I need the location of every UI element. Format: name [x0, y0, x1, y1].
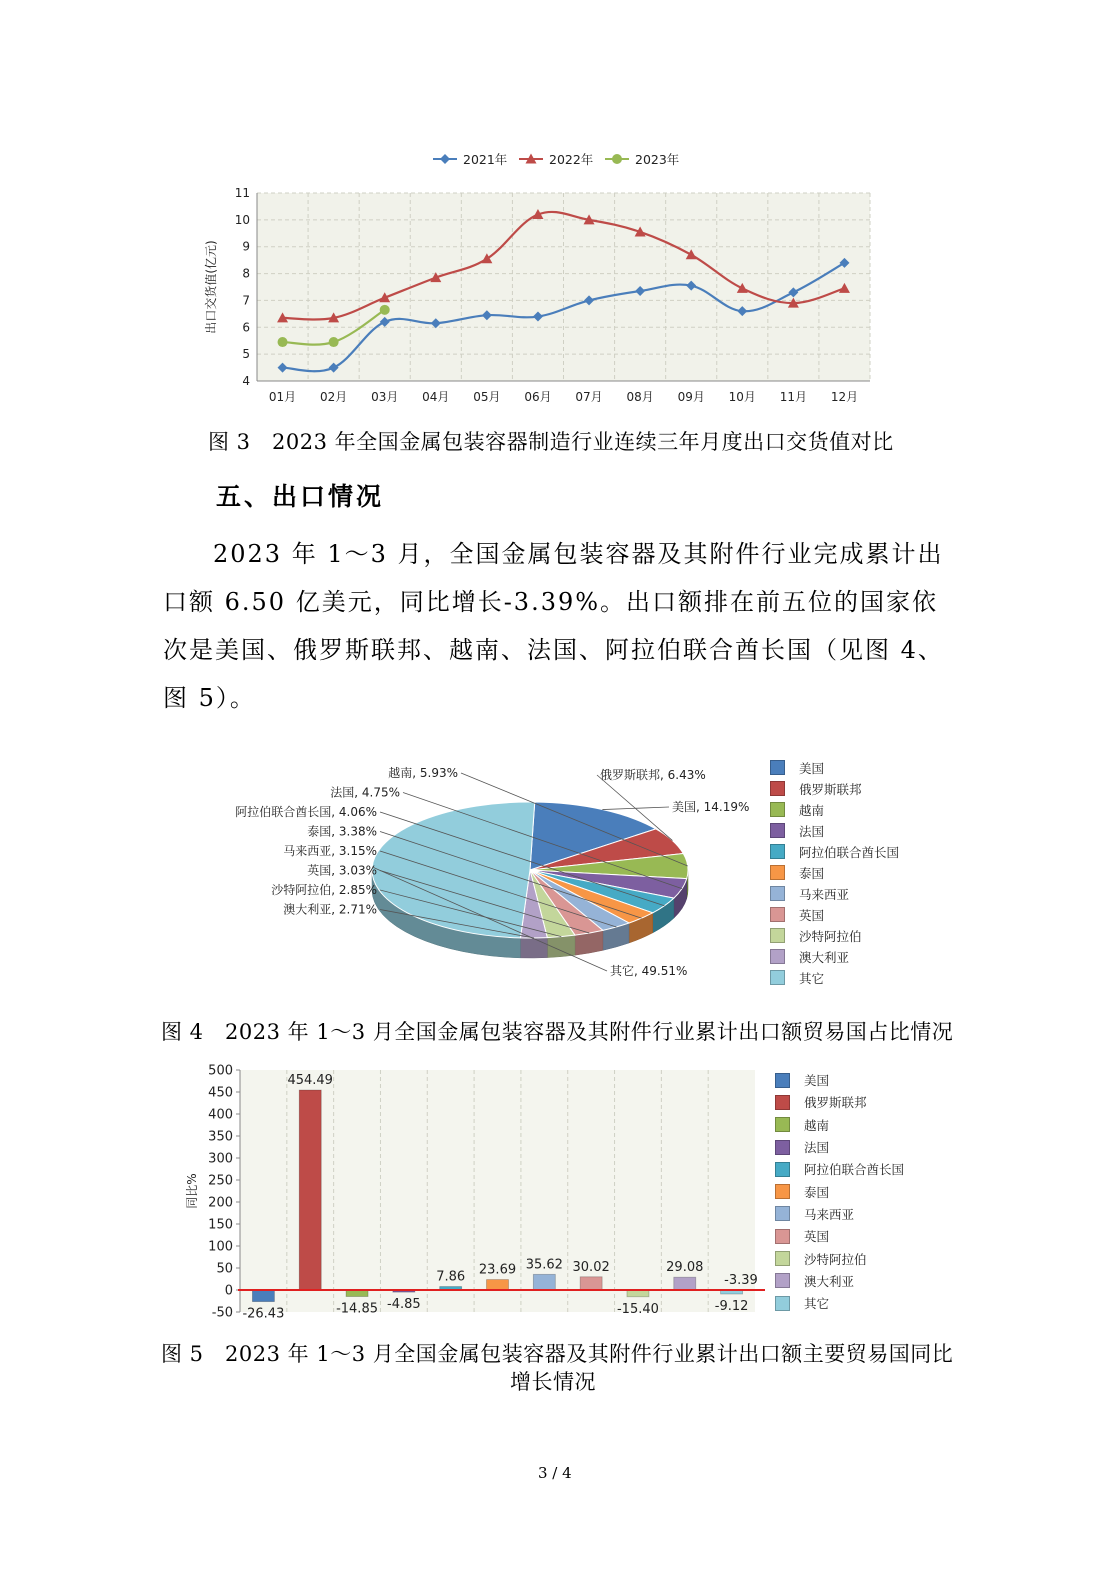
fig3-y-tick-label: 9: [242, 239, 250, 254]
fig5-bar-value-label: 7.86: [436, 1269, 466, 1285]
fig4-legend-swatch: [770, 844, 785, 859]
fig5-y-axis-label: 同比%: [185, 1173, 199, 1209]
fig4-legend-item: [770, 883, 899, 904]
fig5-legend-label: 越南: [804, 1117, 830, 1133]
fig4-slice-label: 其它, 49.51%: [610, 964, 688, 978]
fig3-legend-marker: [612, 154, 622, 164]
fig3-y-tick-label: 6: [242, 320, 250, 335]
fig4-legend-swatch: [770, 907, 785, 922]
fig5-bar-chart: [180, 1058, 770, 1328]
fig4-legend-item: [770, 757, 899, 778]
fig4-slice-label: 美国, 14.19%: [672, 800, 750, 814]
fig5-legend-swatch: [775, 1251, 790, 1266]
fig4-legend-item: [770, 946, 899, 967]
fig5-legend-label: 澳大利亚: [804, 1273, 855, 1289]
fig5-bar-value-label: -26.43: [242, 1306, 285, 1322]
fig5-legend-label: 俄罗斯联邦: [804, 1095, 867, 1111]
fig5-y-tick-label: 450: [208, 1085, 233, 1101]
fig4-legend-label: 沙特阿拉伯: [799, 928, 862, 944]
fig5-legend-item: [775, 1158, 904, 1180]
fig5-bar-value-label: -14.85: [336, 1301, 379, 1317]
fig3-data-point: [329, 337, 339, 347]
fig5-legend-item: [775, 1114, 904, 1136]
fig5-legend-item: [775, 1270, 904, 1292]
fig4-legend-item: [770, 778, 899, 799]
fig5-bar: [580, 1277, 602, 1290]
fig4-legend-swatch: [770, 802, 785, 817]
fig5-legend-item: [775, 1180, 904, 1202]
fig5-legend-item: [775, 1225, 904, 1247]
fig5-bar-value-label: 23.69: [478, 1262, 517, 1278]
fig3-x-tick-label: 12月: [830, 390, 859, 404]
fig5-y-tick-label: 200: [208, 1195, 233, 1211]
paragraph-line-2: 口额 6.50 亿美元，同比增长-3.39%。出口额排在前五位的国家依: [163, 588, 939, 616]
fig3-x-tick-label: 08月: [626, 390, 654, 404]
fig4-legend-label: 马来西亚: [799, 886, 850, 902]
fig5-legend-swatch: [775, 1073, 790, 1088]
fig5-bar: [252, 1290, 274, 1302]
fig5-legend-swatch: [775, 1296, 790, 1311]
fig3-caption: 图 3 2023 年全国金属包装容器制造行业连续三年月度出口交货值对比: [208, 430, 894, 454]
fig3-y-tick-label: 7: [242, 293, 250, 308]
fig3-data-point: [278, 337, 288, 347]
fig4-legend-swatch: [770, 886, 785, 901]
fig3-x-tick-label: 02月: [319, 390, 348, 404]
fig5-extra-value-label: -3.39: [724, 1273, 758, 1288]
fig5-y-tick-label: 500: [208, 1063, 233, 1079]
fig3-x-tick-label: 10月: [728, 390, 756, 404]
fig5-legend-item: [775, 1292, 904, 1314]
fig3-x-tick-label: 06月: [524, 390, 552, 404]
fig3-legend-item: [519, 152, 593, 167]
fig4-legend-item: [770, 862, 899, 883]
fig4-legend-item: [770, 841, 899, 862]
fig5-legend-swatch: [775, 1162, 790, 1177]
fig4-legend-label: 其它: [799, 970, 825, 986]
fig4-slice-label: 英国, 3.03%: [307, 863, 377, 878]
fig3-legend: [433, 152, 679, 167]
fig4-slice-side: [520, 938, 547, 958]
fig5-caption-line-2: 增长情况: [510, 1370, 596, 1394]
fig5-y-tick-label: 250: [208, 1173, 233, 1189]
fig5-y-tick-label: 350: [208, 1129, 233, 1145]
fig5-legend-swatch: [775, 1140, 790, 1155]
fig3-y-tick-label: 10: [234, 212, 250, 227]
fig5-legend-item: [775, 1136, 904, 1158]
fig3-y-tick-label: 4: [242, 374, 250, 388]
fig3-legend-marker: [440, 154, 450, 164]
fig3-x-tick-label: 01月: [268, 390, 297, 404]
paragraph-line-3: 次是美国、俄罗斯联邦、越南、法国、阿拉伯联合酋长国（见图 4、: [163, 636, 944, 664]
fig5-legend-label: 马来西亚: [804, 1206, 855, 1222]
fig5-legend: [775, 1069, 904, 1314]
fig5-bar: [299, 1090, 321, 1290]
fig5-y-tick-label: 400: [208, 1107, 233, 1123]
fig5-legend-label: 沙特阿拉伯: [804, 1251, 867, 1267]
paragraph-line-1: 2023 年 1～3 月，全国金属包装容器及其附件行业完成累计出: [213, 540, 944, 568]
fig5-bar-value-label: -9.12: [714, 1299, 749, 1315]
fig5-bar: [487, 1280, 509, 1290]
fig3-x-tick-label: 11月: [779, 390, 808, 404]
fig3-legend-item: [433, 152, 507, 167]
fig4-slice-label: 法国, 4.75%: [330, 785, 400, 800]
fig4-slice-label: 越南, 5.93%: [388, 766, 458, 780]
fig4-legend-swatch: [770, 760, 785, 775]
fig4-slice-label: 泰国, 3.38%: [307, 824, 377, 839]
fig4-legend: [770, 757, 899, 988]
fig5-legend-swatch: [775, 1095, 790, 1110]
fig5-legend-label: 泰国: [804, 1184, 830, 1200]
fig5-legend-item: [775, 1203, 904, 1225]
fig4-legend-swatch: [770, 781, 785, 796]
fig3-y-tick-label: 11: [234, 186, 250, 200]
fig3-y-tick-label: 5: [242, 347, 250, 362]
fig3-x-tick-label: 07月: [575, 390, 603, 404]
fig4-legend-item: [770, 904, 899, 925]
page-number: 3 / 4: [538, 1464, 572, 1482]
fig4-slice-label: 俄罗斯联邦, 6.43%: [600, 768, 706, 782]
fig4-legend-swatch: [770, 949, 785, 964]
fig3-x-tick-label: 04月: [422, 390, 450, 404]
fig5-y-tick-label: 100: [208, 1239, 233, 1255]
paragraph-line-4: 图 5）。: [163, 684, 256, 712]
fig5-legend-label: 阿拉伯联合酋长国: [804, 1162, 905, 1178]
fig5-legend-swatch: [775, 1184, 790, 1199]
fig5-y-tick-label: 50: [216, 1261, 233, 1277]
fig4-slice-label: 阿拉伯联合酋长国, 4.06%: [235, 805, 377, 819]
fig3-line-chart: [190, 140, 890, 420]
fig5-bar: [674, 1277, 696, 1290]
fig5-caption-line-1: 图 5 2023 年 1～3 月全国金属包装容器及其附件行业累计出口额主要贸易国同比: [161, 1342, 954, 1366]
fig5-legend-item: [775, 1091, 904, 1113]
fig4-legend-label: 美国: [799, 760, 825, 776]
fig4-legend-item: [770, 967, 899, 988]
fig5-y-tick-label: 0: [224, 1283, 233, 1299]
fig4-legend-item: [770, 799, 899, 820]
fig4-slice-label: 澳大利亚, 2.71%: [283, 902, 377, 917]
fig5-legend-swatch: [775, 1229, 790, 1244]
fig5-legend-label: 英国: [804, 1229, 830, 1245]
fig4-legend-swatch: [770, 928, 785, 943]
fig5-bar: [627, 1290, 649, 1297]
fig5-legend-item: [775, 1247, 904, 1269]
fig3-x-tick-label: 09月: [677, 390, 705, 404]
fig4-pie-chart: [220, 755, 760, 990]
fig5-legend-label: 法国: [804, 1140, 830, 1156]
fig3-legend-item: [605, 152, 679, 167]
fig3-x-tick-label: 03月: [371, 390, 399, 404]
fig4-legend-label: 阿拉伯联合酋长国: [799, 844, 900, 860]
fig5-legend-swatch: [775, 1117, 790, 1132]
fig4-legend-label: 越南: [799, 802, 825, 818]
fig4-legend-item: [770, 820, 899, 841]
fig4-legend-label: 法国: [799, 823, 825, 839]
fig5-bar-value-label: 29.08: [666, 1260, 704, 1276]
fig5-bar: [533, 1274, 555, 1290]
fig5-legend-item: [775, 1069, 904, 1091]
fig5-legend-swatch: [775, 1206, 790, 1221]
fig4-caption: 图 4 2023 年 1～3 月全国金属包装容器及其附件行业累计出口额贸易国占比情况: [161, 1020, 954, 1044]
fig4-slice-label: 沙特阿拉伯, 2.85%: [271, 883, 377, 897]
fig5-bar-value-label: 454.49: [287, 1073, 333, 1089]
fig3-legend-label: 2023年: [635, 152, 680, 167]
fig3-legend-label: 2022年: [549, 152, 594, 167]
fig3-y-axis-label: 出口交货值(亿元): [204, 240, 218, 334]
fig5-y-tick-label: -50: [211, 1305, 233, 1321]
fig5-bar-value-label: -4.85: [387, 1297, 421, 1313]
fig5-y-tick-label: 300: [208, 1151, 233, 1167]
fig4-legend-label: 澳大利亚: [799, 949, 850, 965]
section-heading: 五、出口情况: [216, 482, 385, 511]
fig4-legend-swatch: [770, 970, 785, 985]
fig4-legend-swatch: [770, 865, 785, 880]
fig3-y-tick-label: 8: [242, 266, 250, 281]
fig4-legend-label: 英国: [799, 907, 825, 923]
fig3-x-tick-label: 05月: [473, 390, 501, 404]
fig5-legend-swatch: [775, 1273, 790, 1288]
fig5-bar-value-label: 35.62: [525, 1257, 563, 1273]
fig4-legend-swatch: [770, 823, 785, 838]
fig5-legend-label: 美国: [804, 1073, 830, 1089]
fig4-legend-label: 俄罗斯联邦: [799, 781, 862, 797]
fig3-data-point: [380, 305, 390, 315]
section-paragraph: [163, 530, 963, 722]
fig5-legend-label: 其它: [804, 1296, 830, 1312]
fig5-bar-value-label: -15.40: [616, 1301, 659, 1317]
fig5-bar-value-label: 30.02: [572, 1259, 610, 1275]
fig3-legend-label: 2021年: [463, 152, 508, 167]
fig5-y-tick-label: 150: [208, 1217, 233, 1233]
fig4-legend-label: 泰国: [799, 865, 825, 881]
fig4-slice-label: 马来西亚, 3.15%: [283, 844, 377, 858]
fig4-legend-item: [770, 925, 899, 946]
